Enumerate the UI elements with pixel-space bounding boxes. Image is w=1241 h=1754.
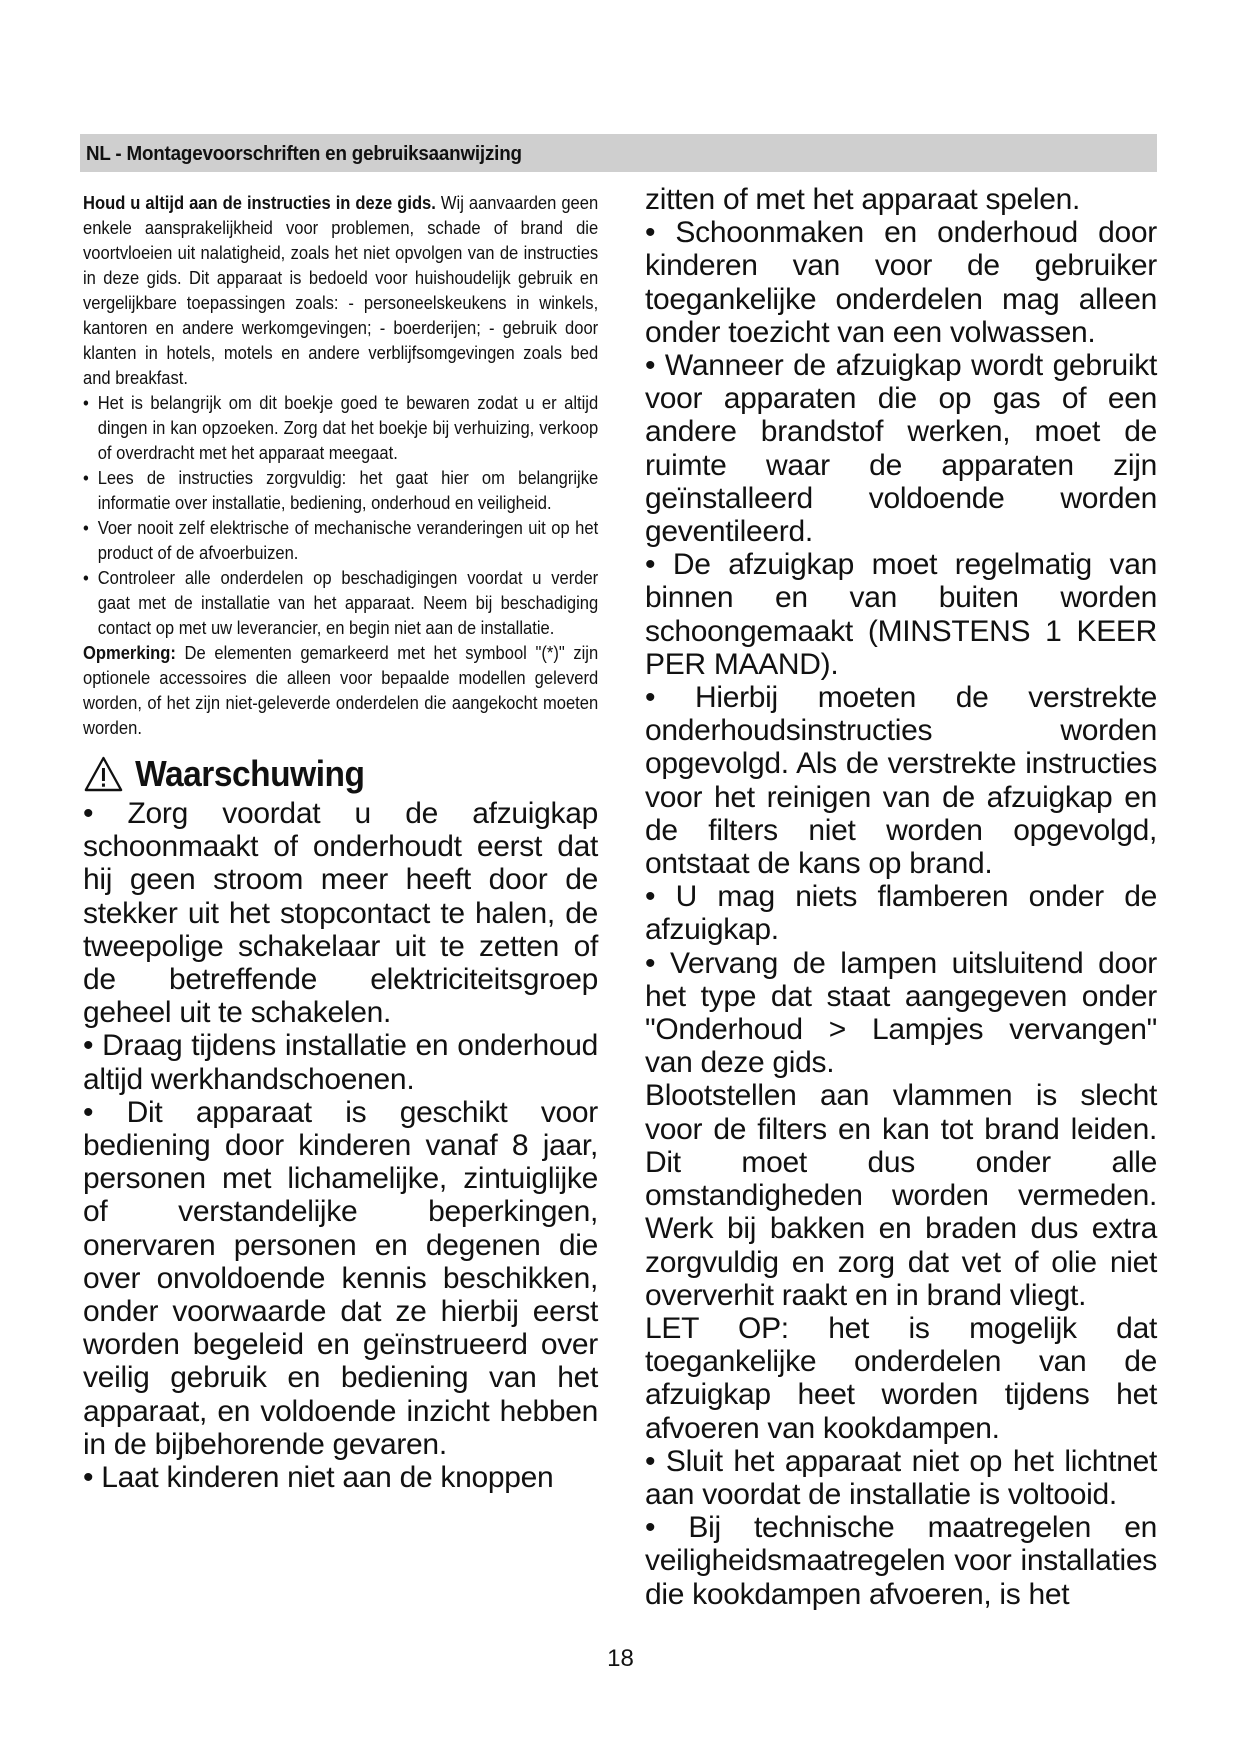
warning-paragraph: • Zorg voordat u de afzuigkap schoonmaakt of onderhoudt eerst dat hij geen stroom meer heeft door de stekker uit het stopcontact te halen, de tweepolige schakelaar uit te zetten of de betreffende elektriciteitsgroep geheel uit te schakelen. <box>83 797 598 1030</box>
warning-paragraph: • De afzuigkap moet regelmatig van binnen en van buiten worden schoongemaakt (MINSTENS 1 KEER PER MAAND). <box>645 548 1157 681</box>
intro-lead: Houd u altijd aan de instructies in deze gids. <box>83 193 436 213</box>
warning-paragraph: • U mag niets flamberen onder de afzuigkap. <box>645 880 1157 947</box>
bullet-text: Voer nooit zelf elektrische of mechanische veranderingen uit op het product of de afvoerbuizen. <box>97 518 599 563</box>
note-text: De elementen gemarkeerd met het symbool "(*)" zijn optionele accessoires die alleen voor bepaalde modellen geleverd worden, of het zijn niet-geleverde onderdelen die aangekocht moeten worden. <box>83 643 599 738</box>
bullet-text: Controleer alle onderdelen op beschadigingen voordat u verder gaat met de installatie van het apparaat. Neem bij beschadiging contact op met uw leverancier, en begin niet aan de installatie. <box>97 568 599 638</box>
intro-bullet: • Lees de instructies zorgvuldig: het gaat hier om belangrijke informatie over installatie, bediening, onderhoud en veiligheid. <box>83 466 598 516</box>
warning-paragraph: • Draag tijdens installatie en onderhoud altijd werkhandschoenen. <box>83 1029 598 1096</box>
warning-paragraph: • Schoonmaken en onderhoud door kinderen van voor de gebruiker toegankelijke onderdelen mag alleen onder toezicht van een volwassen. <box>645 216 1157 349</box>
warning-paragraph: • Sluit het apparaat niet op het lichtnet aan voordat de installatie is voltooid. <box>645 1444 1157 1511</box>
note-paragraph <box>83 641 598 741</box>
bullet-text: Lees de instructies zorgvuldig: het gaat hier om belangrijke informatie over installatie, bediening, onderhoud en veiligheid. <box>97 468 599 513</box>
section-title: NL - Montagevoorschriften en gebruiksaanwijzing <box>86 143 522 165</box>
intro-paragraph <box>83 191 598 391</box>
warning-left-text <box>83 797 598 1494</box>
note-label: Opmerking: <box>83 643 176 663</box>
warning-paragraph: • Vervang de lampen uitsluitend door het type dat staat aangegeven onder "Onderhoud > Lampjes vervangen" van deze gids. <box>645 946 1157 1080</box>
left-column <box>83 191 598 1494</box>
intro-bullet: • Voer nooit zelf elektrische of mechanische veranderingen uit op het product of de afvoerbuizen. <box>83 516 598 566</box>
warning-heading <box>83 753 562 795</box>
warning-paragraph: Blootstellen aan vlammen is slecht voor de filters en kan tot brand leiden. Dit moet dus onder alle omstandigheden worden vermeden. Werk bij bakken en braden dus extra zorgvuldig en zorg dat vet of olie niet oververhit raakt en in brand vliegt. <box>645 1079 1157 1312</box>
warning-triangle-icon <box>83 755 124 793</box>
intro-bullet: • Controleer alle onderdelen op beschadigingen voordat u verder gaat met de installatie van het apparaat. Neem bij beschadiging contact op met uw leverancier, en begin niet aan de installatie. <box>83 566 598 641</box>
intro-text: Wij aanvaarden geen enkele aansprakelijkheid voor problemen, schade of brand die voortvloeien uit nalatigheid, zoals het niet opvolgen van de instructies in deze gids. Dit apparaat is bedoeld voor huishoudelijk gebruik en vergelijkbare toepassingen zoals: - personeelskeukens in winkels, kantoren en andere werkomgevingen; - boerderijen; - gebruik door klanten in hotels, motels en andere verblijfsomgevingen zoals bed and breakfast. <box>83 193 599 388</box>
warning-right-text <box>645 183 1157 1611</box>
page-number: 18 <box>607 1645 634 1672</box>
section-header <box>80 134 1157 172</box>
bullet-text: Het is belangrijk om dit boekje goed te bewaren zodat u er altijd dingen in kan opzoeken. Zorg dat het boekje bij verhuizing, verkoop of overdracht met het apparaat meegaat. <box>97 393 599 463</box>
warning-title: Waarschuwing <box>135 753 365 794</box>
warning-paragraph: • Laat kinderen niet aan de knoppen <box>83 1461 554 1495</box>
warning-paragraph: • Dit apparaat is geschikt voor bediening door kinderen vanaf 8 jaar, personen met lichamelijke, zintuiglijke of verstandelijke beperkingen, onervaren personen en degenen die over onvoldoende kennis beschikken, onder voorwaarde dat ze hierbij eerst worden begeleid en geïnstrueerd over veilig gebruik en bediening van het apparaat, en voldoende inzicht hebben in de bijbehorende gevaren. <box>83 1095 598 1461</box>
warning-paragraph: • Hierbij moeten de verstrekte onderhoudsinstructies worden opgevolgd. Als de verstrekte instructies voor het reinigen van de afzuigkap en de filters niet worden opgevolgd, ontstaat de kans op brand. <box>645 681 1157 881</box>
intro-bullet: • Het is belangrijk om dit boekje goed te bewaren zodat u er altijd dingen in kan opzoeken. Zorg dat het boekje bij verhuizing, verkoop of overdracht met het apparaat meegaat. <box>83 391 598 466</box>
warning-paragraph: zitten of met het apparaat spelen. <box>645 183 1081 216</box>
intro-block <box>83 191 598 741</box>
warning-paragraph: LET OP: het is mogelijk dat toegankelijke onderdelen van de afzuigkap heet worden tijdens het afvoeren van kookdampen. <box>645 1311 1157 1445</box>
warning-paragraph: • Bij technische maatregelen en veiligheidsmaatregelen voor installaties die kookdampen afvoeren, is het <box>645 1511 1157 1611</box>
warning-paragraph: • Wanneer de afzuigkap wordt gebruikt voor apparaten die op gas of een andere brandstof werken, moet de ruimte waar de apparaten zijn geïnstalleerd voldoende worden geventileerd. <box>645 349 1157 549</box>
right-column <box>645 183 1157 1611</box>
